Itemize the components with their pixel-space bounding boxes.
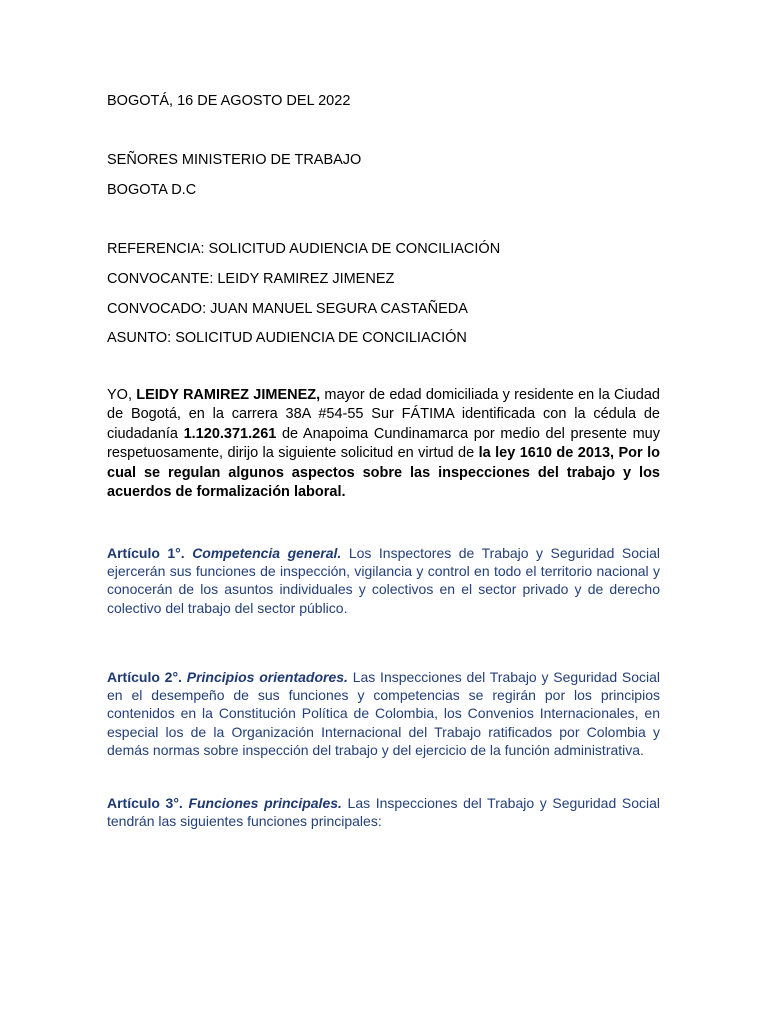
request-id-number: 1.120.371.261 <box>183 425 277 442</box>
article-title: Principios orientadores. <box>186 669 348 685</box>
convocado-line: CONVOCADO: JUAN MANUEL SEGURA CASTAÑEDA <box>107 301 468 317</box>
referencia-line: REFERENCIA: SOLICITUD AUDIENCIA DE CONCILIACIÓN <box>107 241 501 257</box>
request-name: LEIDY RAMIREZ JIMENEZ, <box>136 387 321 403</box>
article-2 <box>107 668 660 759</box>
city-line: BOGOTA D.C <box>107 182 197 198</box>
article-1 <box>107 544 660 617</box>
article-number: Artículo 2°. <box>107 669 182 685</box>
article-title: Competencia general. <box>192 545 342 561</box>
request-text-1: mayor de edad domiciliada y residente en la Ciudad de Bogotá, en la carrera 38A #54-55 Sur FÁTIMA identificada con la cédula de ciudadanía <box>107 387 660 442</box>
request-intro: YO, <box>107 387 137 403</box>
convocante-line: CONVOCANTE: LEIDY RAMIREZ JIMENEZ <box>107 271 395 287</box>
article-number: Artículo 3°. <box>107 795 183 811</box>
article-body: Los Inspectores de Trabajo y Seguridad Social ejercerán sus funciones de inspección, vigilancia y control en todo el territorio nacional y conocerán de los asuntos individuales y colectivos en el sector privado y de derecho colectivo del trabajo del sector público. <box>107 545 661 616</box>
request-paragraph <box>107 386 660 502</box>
asunto-line: ASUNTO: SOLICITUD AUDIENCIA DE CONCILIACIÓN <box>107 330 467 346</box>
article-body: Las Inspecciones del Trabajo y Seguridad Social en el desempeño de sus funciones y competencias se regirán por los principios contenidos en la Constitución Política de Colombia, los Convenios Internacionales, en especial los de la Organización Internacional del Trabajo ratificados por Colombia y demás normas sobre inspección del trabajo y del ejercicio de la función administrativa. <box>107 669 661 758</box>
request-law: la ley 1610 de 2013, Por lo cual se regulan algunos aspectos sobre las inspecciones del trabajo y los acuerdos de formalización laboral. <box>107 445 660 501</box>
article-3 <box>107 794 660 830</box>
request-text-2: de Anapoima Cundinamarca por medio del presente muy respetuosamente, dirijo la siguiente solicitud en virtud de <box>107 425 660 462</box>
date-line: BOGOTÁ, 16 DE AGOSTO DEL 2022 <box>107 93 351 109</box>
article-title: Funciones principales. <box>188 795 342 811</box>
addressee-line: SEÑORES MINISTERIO DE TRABAJO <box>107 152 362 168</box>
article-number: Artículo 1°. <box>107 545 185 561</box>
article-body: Las Inspecciones del Trabajo y Seguridad Social tendrán las siguientes funciones principales: <box>107 795 661 830</box>
